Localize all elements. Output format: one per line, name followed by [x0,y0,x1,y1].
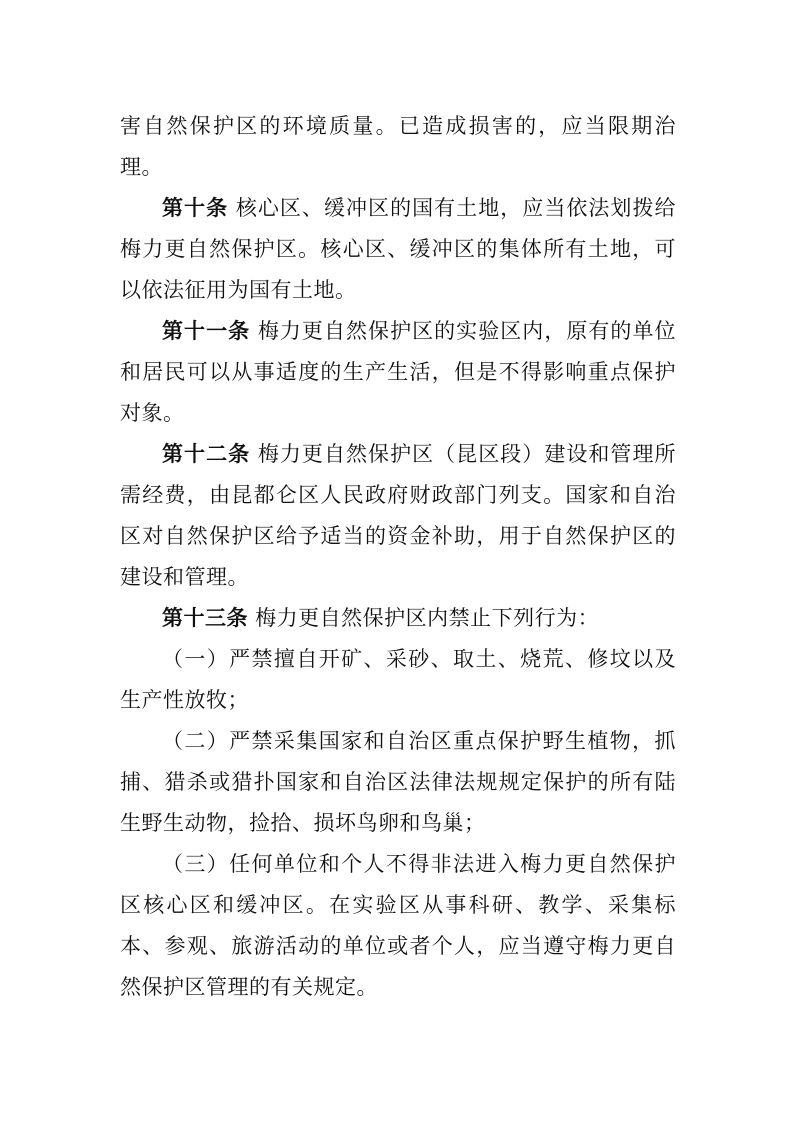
paragraph-text: 梅力更自然保护区（昆区段）建设和管理所需经费，由昆都仑区人民政府财政部门列支。国家和自治区对自然保护区给予适当的资金补助，用于自然保护区的建设和管理。 [120,442,677,589]
paragraph-text: 梅力更自然保护区的实验区内，原有的单位和居民可以从事适度的生产生活，但是不得影响重点保护对象。 [120,319,677,425]
article-12-paragraph [120,434,676,598]
article-number: 第十条 [162,196,229,220]
paragraph-text: 核心区、缓冲区的国有土地，应当依法划拨给梅力更自然保护区。核心区、缓冲区的集体所有土地，可以依法征用为国有土地。 [120,196,676,302]
list-item-3 [120,844,676,1008]
article-10-paragraph [120,188,676,311]
paragraph-text: 梅力更自然保护区内禁止下列行为： [248,606,600,630]
list-item-text: （一）严禁擅自开矿、采砂、取土、烧荒、修坟以及生产性放牧； [120,647,676,712]
list-item-text: （三）任何单位和个人不得非法进入梅力更自然保护区核心区和缓冲区。在实验区从事科研、教学、采集标本、参观、旅游活动的单位或者个人，应当遵守梅力更自然保护区管理的有关规定。 [120,852,676,999]
article-13-paragraph [120,598,676,639]
article-number: 第十二条 [162,442,251,466]
list-item-1 [120,639,676,721]
continuation-paragraph [120,106,676,188]
list-item-2 [120,721,676,844]
article-number: 第十一条 [162,319,251,343]
list-item-text: （二）严禁采集国家和自治区重点保护野生植物，抓捕、猎杀或猎扑国家和自治区法律法规规定保护的所有陆生野生动物，捡拾、损坏鸟卵和鸟巢； [120,729,676,835]
article-number: 第十三条 [162,606,248,630]
paragraph-text: 害自然保护区的环境质量。已造成损害的，应当限期治理。 [120,114,676,179]
article-11-paragraph [120,311,676,434]
document-body [120,106,676,1008]
